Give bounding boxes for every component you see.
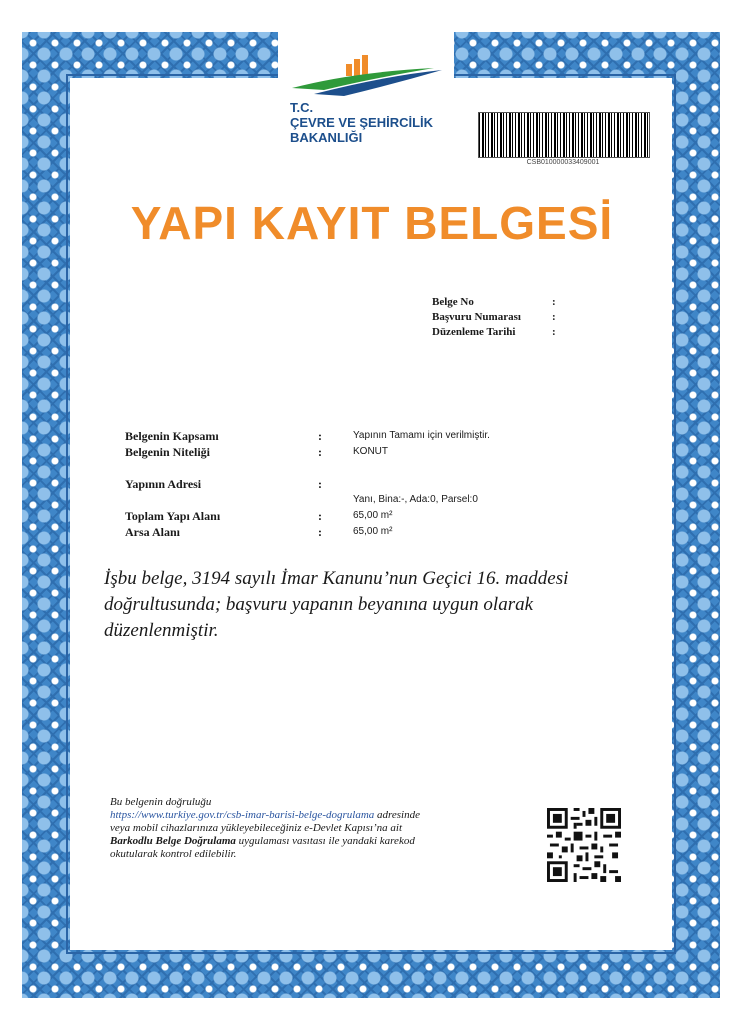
- meta-label: Başvuru Numarası: [432, 311, 521, 323]
- field-colon: :: [318, 445, 322, 459]
- footer-line5: okutularak kontrol edilebilir.: [110, 848, 237, 860]
- meta-colon: :: [552, 296, 556, 308]
- meta-label: Belge No: [432, 296, 474, 308]
- field-label: Belgenin Niteliği: [125, 445, 210, 459]
- barcode-number: CSB010000033409001: [526, 159, 600, 166]
- field-value: Yapının Tamamı için verilmiştir.: [353, 430, 490, 441]
- qr-code: [547, 808, 621, 882]
- field-label: Toplam Yapı Alanı: [125, 509, 221, 523]
- field-colon: :: [318, 429, 322, 443]
- meta-row-belge-no: [432, 295, 562, 310]
- meta-colon: :: [552, 311, 556, 323]
- ministry-name: [290, 100, 433, 145]
- meta-row-tarih: [432, 325, 562, 340]
- ministry-line2: ÇEVRE VE ŞEHİRCİLİK: [290, 115, 434, 130]
- document-meta: [432, 295, 562, 340]
- footer-line4: [110, 835, 530, 848]
- legal-statement: İşbu belge, 3194 sayılı İmar Kanunu’nun Geçici 16. maddesi doğrultusunda; başvuru yapanın beyanına uygun olarak düzenlenmiştir.: [104, 568, 569, 641]
- field-colon: :: [318, 525, 322, 539]
- ministry-logo: [284, 52, 454, 156]
- ministry-line1: T.C.: [290, 100, 314, 115]
- footer-line3: veya mobil cihazlarınıza yükleyebileceğiniz e-Devlet Kapısı’na ait: [110, 822, 403, 834]
- field-value: Yanı, Bina:-, Ada:0, Parsel:0: [353, 494, 478, 505]
- footer-after-bold: uygulaması vasıtası ile yandaki karekod: [235, 835, 415, 847]
- field-value: KONUT: [353, 446, 388, 457]
- footer-after-url: adresinde: [374, 809, 420, 821]
- ministry-emblem-icon: [284, 52, 454, 102]
- verification-link[interactable]: https://www.turkiye.gov.tr/csb-imar-barisi-belge-dogrulama: [110, 809, 375, 821]
- footer-line2: [110, 809, 530, 822]
- field-value: 65,00 m²: [353, 526, 393, 537]
- meta-label: Düzenleme Tarihi: [432, 326, 516, 338]
- footer-bold: Barkodlu Belge Doğrulama: [110, 835, 236, 847]
- field-colon: :: [318, 509, 322, 523]
- verification-note: [110, 796, 530, 861]
- qr-code-icon: [547, 808, 621, 882]
- document-title: YAPI KAYIT BELGESİ: [130, 197, 614, 249]
- meta-row-basvuru: [432, 310, 562, 325]
- barcode: [478, 112, 648, 164]
- meta-colon: :: [552, 326, 556, 338]
- field-value: 65,00 m²: [353, 510, 393, 521]
- ministry-line3: BAKANLIĞI: [290, 130, 363, 145]
- field-label: Arsa Alanı: [125, 525, 181, 539]
- footer-line1: Bu belgenin doğruluğu: [110, 796, 212, 808]
- barcode-bars: [478, 112, 650, 158]
- field-label: Yapının Adresi: [125, 477, 202, 491]
- field-colon: :: [318, 477, 322, 491]
- field-label: Belgenin Kapsamı: [125, 429, 219, 443]
